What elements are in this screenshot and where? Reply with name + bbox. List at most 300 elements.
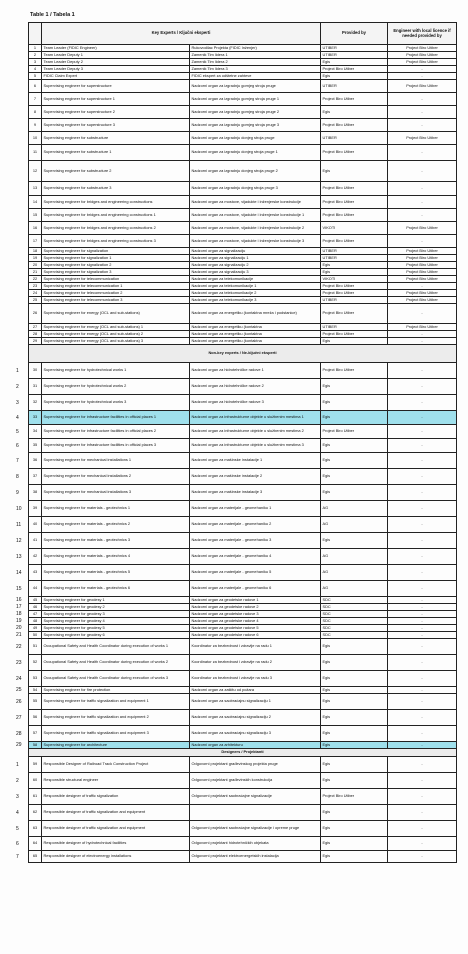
row-name-english: Supervising engineer for traffic signalization and equipment 2 bbox=[42, 710, 190, 726]
row-number: 33 bbox=[29, 411, 42, 425]
row-local-licence: - bbox=[388, 625, 457, 632]
table-row bbox=[29, 324, 457, 331]
row-local-licence: - bbox=[388, 549, 457, 565]
row-name-english: FIDIC Claim Expert bbox=[42, 73, 190, 80]
row-local-licence: - bbox=[388, 145, 457, 161]
row-name-serbian: Nadzorni organ za mašinske instalacije 2 bbox=[190, 469, 321, 485]
row-name-english: Supervising engineer for signalization 3 bbox=[42, 269, 190, 276]
row-provided-by: Project Biro Utiber bbox=[321, 182, 388, 196]
row-local-licence: Project Biro Utiber bbox=[388, 324, 457, 331]
row-provided-by: SDC bbox=[321, 625, 388, 632]
table-row bbox=[29, 93, 457, 106]
margin-number: 17 bbox=[16, 604, 22, 610]
row-number: 39 bbox=[29, 501, 42, 517]
row-name-serbian: Koordinator za bezbednost i zdravlje na radu 2 bbox=[190, 655, 321, 671]
table-row bbox=[29, 45, 457, 52]
row-local-licence: Project Biro Utiber bbox=[388, 248, 457, 255]
row-provided-by: Egis bbox=[321, 671, 388, 687]
row-local-licence: - bbox=[388, 379, 457, 395]
margin-number: 5 bbox=[16, 428, 19, 435]
row-number: 31 bbox=[29, 379, 42, 395]
row-number: 19 bbox=[29, 255, 42, 262]
table-row bbox=[29, 837, 457, 851]
row-provided-by: Project Biro Utiber bbox=[321, 145, 388, 161]
row-name-english: Supervising engineer for substructure 1 bbox=[42, 145, 190, 161]
row-name-serbian: Odgovorni projektant saobraćajne signalizacije i opreme pruge bbox=[190, 821, 321, 837]
row-local-licence: - bbox=[388, 338, 457, 345]
row-number: 11 bbox=[29, 145, 42, 161]
row-name-english: Supervising engineer for bridges and engineering constructions bbox=[42, 196, 190, 209]
margin-number: 24 bbox=[16, 675, 22, 682]
row-number: 30 bbox=[29, 363, 42, 379]
row-name-english: Supervising engineer for telecommunication bbox=[42, 276, 190, 283]
row-provided-by: SDC bbox=[321, 632, 388, 639]
row-name-english: Supervising engineer for infrastructure facilities in official places 3 bbox=[42, 439, 190, 453]
table-row bbox=[29, 66, 457, 73]
table-row bbox=[29, 411, 457, 425]
row-name-serbian: Nadzorni organ za arhitekturu bbox=[190, 742, 321, 749]
row-provided-by: UTIBER bbox=[321, 248, 388, 255]
row-provided-by: SDC bbox=[321, 604, 388, 611]
row-name-serbian: Nadzorni organ za zaštitu od požara bbox=[190, 687, 321, 694]
table-row bbox=[29, 80, 457, 93]
row-provided-by: Project Biro Utiber bbox=[321, 66, 388, 73]
row-name-english: Supervising engineer for energy (OCL and sub-stations) 2 bbox=[42, 331, 190, 338]
row-provided-by: Egis bbox=[321, 837, 388, 851]
row-provided-by: Egis bbox=[321, 710, 388, 726]
row-provided-by: UTIBER bbox=[321, 45, 388, 52]
row-local-licence: Project Biro Utiber bbox=[388, 52, 457, 59]
table-row bbox=[29, 821, 457, 837]
row-provided-by: Project Biro Utiber bbox=[321, 209, 388, 222]
margin-number: 13 bbox=[16, 553, 22, 560]
row-name-english: Supervising engineer for geodesy 5 bbox=[42, 625, 190, 632]
row-name-english: Supervising engineer for materials - geotechnics 1 bbox=[42, 501, 190, 517]
row-local-licence: - bbox=[388, 611, 457, 618]
row-name-english: Supervising engineer for materials - geotechnics 6 bbox=[42, 581, 190, 597]
row-local-licence: Project Biro Utiber bbox=[388, 80, 457, 93]
row-local-licence: - bbox=[388, 469, 457, 485]
row-number: 37 bbox=[29, 469, 42, 485]
row-number: 28 bbox=[29, 331, 42, 338]
row-number: 58 bbox=[29, 742, 42, 749]
row-number: 60 bbox=[29, 773, 42, 789]
margin-number: 4 bbox=[16, 809, 19, 816]
row-name-serbian: Odgovorni projektant građevinskog projekta pruge bbox=[190, 757, 321, 773]
row-name-serbian: Nadzorni organ za geodetske radove 3 bbox=[190, 611, 321, 618]
row-number: 34 bbox=[29, 425, 42, 439]
margin-number: 3 bbox=[16, 399, 19, 406]
margin-number: 12 bbox=[16, 537, 22, 544]
row-provided-by: UTIBER bbox=[321, 324, 388, 331]
row-number: 26 bbox=[29, 304, 42, 324]
table-row bbox=[29, 618, 457, 625]
table-row bbox=[29, 469, 457, 485]
section-label: Non-key experts / Ne-ključni eksperti bbox=[29, 345, 457, 363]
row-provided-by: Egis bbox=[321, 411, 388, 425]
row-number: 63 bbox=[29, 821, 42, 837]
row-number: 2 bbox=[29, 52, 42, 59]
row-provided-by: Egis bbox=[321, 533, 388, 549]
row-number: 40 bbox=[29, 517, 42, 533]
row-provided-by: Egis bbox=[321, 694, 388, 710]
row-number: 35 bbox=[29, 439, 42, 453]
row-name-english: Supervising engineer for traffic signalization and equipment 3 bbox=[42, 726, 190, 742]
row-name-serbian: Nadzorni organ za energetiku (kontaktna bbox=[190, 331, 321, 338]
row-name-english: Supervising engineer for telecommunication 1 bbox=[42, 283, 190, 290]
row-local-licence: Project Biro Utiber bbox=[388, 132, 457, 145]
table-body bbox=[29, 45, 457, 863]
row-local-licence: Project Biro Utiber bbox=[388, 255, 457, 262]
row-provided-by: Project Biro Utiber bbox=[321, 196, 388, 209]
row-local-licence: - bbox=[388, 671, 457, 687]
row-provided-by: Egis bbox=[321, 59, 388, 66]
row-number: 9 bbox=[29, 119, 42, 132]
table-row bbox=[29, 255, 457, 262]
table-row bbox=[29, 262, 457, 269]
row-name-serbian: Nadzorni organ za materijale - geomehaniku 5 bbox=[190, 565, 321, 581]
row-local-licence: - bbox=[388, 805, 457, 821]
row-number: 53 bbox=[29, 671, 42, 687]
row-name-english: Responsible designer of traffic signalization and equipment bbox=[42, 805, 190, 821]
row-name-english: Supervising engineer for infrastructure facilities in official places 1 bbox=[42, 411, 190, 425]
row-provided-by: Egis bbox=[321, 379, 388, 395]
row-name-english: Supervising engineer for hydrotechnical works 3 bbox=[42, 395, 190, 411]
row-provided-by: SDC bbox=[321, 618, 388, 625]
row-name-serbian: Odgovorni projektant saobraćajne signalizacije bbox=[190, 789, 321, 805]
row-name-english: Responsible designer of traffic signalization bbox=[42, 789, 190, 805]
table-row bbox=[29, 73, 457, 80]
margin-number: 27 bbox=[16, 714, 22, 721]
row-local-licence: - bbox=[388, 837, 457, 851]
row-name-serbian: Nadzorni organ za izgradnju donjeg stroja pruge bbox=[190, 132, 321, 145]
row-local-licence: - bbox=[388, 742, 457, 749]
table-row bbox=[29, 565, 457, 581]
table-row bbox=[29, 517, 457, 533]
table-row bbox=[29, 248, 457, 255]
row-name-serbian: Nadzorni organ za mašinske instalacije 1 bbox=[190, 453, 321, 469]
row-name-serbian: Nadzorni organ za materijale - geomehaniku 2 bbox=[190, 517, 321, 533]
margin-number: 1 bbox=[16, 367, 19, 374]
margin-number: 19 bbox=[16, 618, 22, 624]
row-name-english: Supervising engineer for traffic signalization and equipment 1 bbox=[42, 694, 190, 710]
table-row bbox=[29, 59, 457, 66]
row-local-licence: - bbox=[388, 604, 457, 611]
row-provided-by: UTIBER bbox=[321, 80, 388, 93]
row-local-licence: - bbox=[388, 453, 457, 469]
row-name-serbian: Nadzorni organ za mostove, vijadukte i inženjerske konstrukcije 1 bbox=[190, 209, 321, 222]
margin-number: 1 bbox=[16, 761, 19, 768]
row-local-licence: - bbox=[388, 425, 457, 439]
table-row bbox=[29, 182, 457, 196]
row-name-serbian: Koordinator za bezbednost i zdravlje na radu 3 bbox=[190, 671, 321, 687]
table-row bbox=[29, 805, 457, 821]
margin-number: 7 bbox=[16, 853, 19, 860]
margin-number: 23 bbox=[16, 659, 22, 666]
row-name-serbian: Nadzorni organ za mostove, vijadukte i inženjerske konstrukcije 2 bbox=[190, 222, 321, 235]
row-provided-by: UTIBER bbox=[321, 297, 388, 304]
row-name-english: Occupational Safety and Health Coordinator during execution of works 1 bbox=[42, 639, 190, 655]
row-name-english: Supervising engineer for signalization 2 bbox=[42, 262, 190, 269]
row-name-english: Supervising engineer for infrastructure facilities in official places 2 bbox=[42, 425, 190, 439]
row-provided-by: AG bbox=[321, 581, 388, 597]
table-row bbox=[29, 304, 457, 324]
row-provided-by: UTIBER bbox=[321, 255, 388, 262]
row-number: 7 bbox=[29, 93, 42, 106]
table-row bbox=[29, 501, 457, 517]
row-number: 65 bbox=[29, 851, 42, 863]
row-name-serbian: Odgovorni projektant građevinskih konstrukcija bbox=[190, 773, 321, 789]
row-name-serbian: Nadzorni organ za saobraćajnu signalizaciju 3 bbox=[190, 726, 321, 742]
row-name-english: Responsible designer of electroenergy installations bbox=[42, 851, 190, 863]
row-name-serbian: Nadzorni organ za izgradnju gornjeg stroja pruge 3 bbox=[190, 119, 321, 132]
row-number: 5 bbox=[29, 73, 42, 80]
margin-number: 26 bbox=[16, 698, 22, 705]
row-local-licence: - bbox=[388, 581, 457, 597]
margin-number: 20 bbox=[16, 625, 22, 631]
row-number: 12 bbox=[29, 161, 42, 182]
row-name-serbian: Nadzorni organ za infrastrukturne objekte u službenim mestima 3 bbox=[190, 439, 321, 453]
row-provided-by: Egis bbox=[321, 453, 388, 469]
row-provided-by: Project Biro Utiber bbox=[321, 290, 388, 297]
row-name-serbian: Nadzorni organ za izgradnju donjeg stroja pruge 1 bbox=[190, 145, 321, 161]
table-row bbox=[29, 726, 457, 742]
row-name-english: Supervising engineer for geodesy 6 bbox=[42, 632, 190, 639]
table-row bbox=[29, 269, 457, 276]
row-name-english: Supervising engineer for energy (OCL and sub-stations) 1 bbox=[42, 324, 190, 331]
row-name-serbian: Rukovodilac Projekta (FIDIC Inženjer) bbox=[190, 45, 321, 52]
row-name-english: Responsible structural engineer bbox=[42, 773, 190, 789]
row-name-english: Team Leader (FIDIC Engineer) bbox=[42, 45, 190, 52]
row-number: 42 bbox=[29, 549, 42, 565]
row-provided-by: Egis bbox=[321, 269, 388, 276]
row-local-licence: - bbox=[388, 485, 457, 501]
row-number: 43 bbox=[29, 565, 42, 581]
row-name-english: Supervising engineer for telecommunication 2 bbox=[42, 290, 190, 297]
margin-number: 5 bbox=[16, 825, 19, 832]
row-number: 15 bbox=[29, 209, 42, 222]
row-name-english: Supervising engineer for bridges and engineering constructions 1 bbox=[42, 209, 190, 222]
row-name-serbian: Nadzorni organ za energetiku (kontaktna bbox=[190, 324, 321, 331]
table-row bbox=[29, 687, 457, 694]
row-name-serbian: Nadzorni organ za izgradnju donjeg stroja pruge 2 bbox=[190, 161, 321, 182]
row-local-licence: - bbox=[388, 710, 457, 726]
row-name-english: Supervising engineer for energy (OCL and sub-stations) 3 bbox=[42, 338, 190, 345]
row-local-licence: - bbox=[388, 161, 457, 182]
row-name-serbian: Nadzorni organ za hidrotehničke radove 3 bbox=[190, 395, 321, 411]
row-name-serbian: Zamenik Tim lidera 3 bbox=[190, 66, 321, 73]
table-row bbox=[29, 331, 457, 338]
row-local-licence: - bbox=[388, 73, 457, 80]
margin-number: 2 bbox=[16, 383, 19, 390]
table-row bbox=[29, 290, 457, 297]
row-name-serbian: Nadzorni organ za hidrotehničke radove 1 bbox=[190, 363, 321, 379]
table-row bbox=[29, 196, 457, 209]
row-number: 3 bbox=[29, 59, 42, 66]
table-row bbox=[29, 161, 457, 182]
row-local-licence: - bbox=[388, 851, 457, 863]
row-name-english: Supervising engineer for signalization 1 bbox=[42, 255, 190, 262]
row-local-licence: - bbox=[388, 632, 457, 639]
row-name-english: Supervising engineer for materials - geotechnics 2 bbox=[42, 517, 190, 533]
row-number: 21 bbox=[29, 269, 42, 276]
table-row bbox=[29, 611, 457, 618]
table-row bbox=[29, 119, 457, 132]
table-row bbox=[29, 533, 457, 549]
row-provided-by: Egis bbox=[321, 655, 388, 671]
row-name-serbian: Nadzorni organ za geodetske radove 5 bbox=[190, 625, 321, 632]
row-provided-by: AG bbox=[321, 565, 388, 581]
row-name-serbian: Nadzorni organ za signalizaciju 3 bbox=[190, 269, 321, 276]
row-number: 47 bbox=[29, 611, 42, 618]
header-name: Key Experts / Ključni eksperti bbox=[42, 23, 321, 45]
row-name-serbian: Nadzorni organ za materijale - geomehaniku 3 bbox=[190, 533, 321, 549]
row-local-licence: Project Biro Utiber bbox=[388, 269, 457, 276]
row-local-licence: - bbox=[388, 119, 457, 132]
row-local-licence: Project Biro Utiber bbox=[388, 290, 457, 297]
row-provided-by: Project Biro Utiber bbox=[321, 789, 388, 805]
row-name-english: Supervising engineer for hydrotechnical works 2 bbox=[42, 379, 190, 395]
row-provided-by: Egis bbox=[321, 742, 388, 749]
row-local-licence: - bbox=[388, 773, 457, 789]
row-name-serbian: Nadzorni organ za energetiku (kontaktna mreža i podstanice) bbox=[190, 304, 321, 324]
row-number: 18 bbox=[29, 248, 42, 255]
row-name-english: Responsible designer of hydrotechnical facilities bbox=[42, 837, 190, 851]
table-row bbox=[29, 549, 457, 565]
row-name-serbian: Odgovorni projektant hidrotehničkih objekata bbox=[190, 837, 321, 851]
margin-number: 8 bbox=[16, 473, 19, 480]
margin-number: 21 bbox=[16, 632, 22, 638]
row-provided-by: SDC bbox=[321, 611, 388, 618]
row-local-licence: - bbox=[388, 182, 457, 196]
row-number: 25 bbox=[29, 297, 42, 304]
row-name-serbian: Nadzorni organ za saobraćajnu signalizaciju 2 bbox=[190, 710, 321, 726]
row-name-english: Supervising engineer for materials - geotechnics 3 bbox=[42, 533, 190, 549]
table-row bbox=[29, 132, 457, 145]
row-local-licence: - bbox=[388, 93, 457, 106]
row-local-licence: - bbox=[388, 331, 457, 338]
row-provided-by: Egis bbox=[321, 851, 388, 863]
row-number: 59 bbox=[29, 757, 42, 773]
margin-number: 14 bbox=[16, 569, 22, 576]
row-local-licence: - bbox=[388, 597, 457, 604]
section-row bbox=[29, 749, 457, 757]
row-number: 22 bbox=[29, 276, 42, 283]
row-name-english: Supervising engineer for substructure bbox=[42, 132, 190, 145]
row-local-licence: - bbox=[388, 439, 457, 453]
row-name-serbian: Nadzorni organ za geodetske radove 6 bbox=[190, 632, 321, 639]
row-name-serbian: Nadzorni organ za telekomunikacije 3 bbox=[190, 297, 321, 304]
table-row bbox=[29, 671, 457, 687]
row-local-licence: - bbox=[388, 687, 457, 694]
row-name-serbian: Nadzorni organ za izgradnju gornjeg stroja pruge bbox=[190, 80, 321, 93]
row-name-english: Supervising engineer for superstructure bbox=[42, 80, 190, 93]
row-number: 27 bbox=[29, 324, 42, 331]
table-row bbox=[29, 851, 457, 863]
row-provided-by: Egis bbox=[321, 773, 388, 789]
row-local-licence: - bbox=[388, 66, 457, 73]
row-name-serbian: Zamenik Tim lidera 1 bbox=[190, 52, 321, 59]
row-name-serbian: Nadzorni organ za geodetske radove 4 bbox=[190, 618, 321, 625]
row-local-licence: - bbox=[388, 517, 457, 533]
table-row bbox=[29, 209, 457, 222]
row-name-english: Occupational Safety and Health Coordinator during execution of works 2 bbox=[42, 655, 190, 671]
row-provided-by: Project Biro Utiber bbox=[321, 425, 388, 439]
row-name-serbian: Nadzorni organ za mostove, vijadukte i inženjerske konstrukcije 3 bbox=[190, 235, 321, 248]
row-local-licence: - bbox=[388, 618, 457, 625]
margin-number: 3 bbox=[16, 793, 19, 800]
table-row bbox=[29, 222, 457, 235]
margin-number: 15 bbox=[16, 585, 22, 592]
row-local-licence: - bbox=[388, 235, 457, 248]
row-provided-by: UTIBER bbox=[321, 52, 388, 59]
row-local-licence: - bbox=[388, 283, 457, 290]
row-name-english: Occupational Safety and Health Coordinator during execution of works 3 bbox=[42, 671, 190, 687]
row-name-serbian: Nadzorni organ za infrastrukturne objekte u službenim mestima 2 bbox=[190, 425, 321, 439]
row-name-english: Supervising engineer for mechanical installations 2 bbox=[42, 469, 190, 485]
row-name-serbian bbox=[190, 805, 321, 821]
row-local-licence: - bbox=[388, 395, 457, 411]
row-provided-by: UTIBER bbox=[321, 132, 388, 145]
table-row bbox=[29, 453, 457, 469]
row-number: 32 bbox=[29, 395, 42, 411]
table-row bbox=[29, 439, 457, 453]
row-number: 29 bbox=[29, 338, 42, 345]
row-provided-by: Project Biro Utiber bbox=[321, 283, 388, 290]
header-provided-by: Provided by bbox=[321, 23, 388, 45]
experts-table bbox=[28, 22, 457, 863]
row-provided-by: Egis bbox=[321, 262, 388, 269]
table-row bbox=[29, 604, 457, 611]
row-name-english: Team Leader Deputy 2 bbox=[42, 59, 190, 66]
row-name-serbian: Nadzorni organ za materijale - geomehaniku 6 bbox=[190, 581, 321, 597]
table-row bbox=[29, 52, 457, 59]
row-number: 52 bbox=[29, 655, 42, 671]
row-local-licence: - bbox=[388, 106, 457, 119]
row-local-licence: - bbox=[388, 726, 457, 742]
row-number: 44 bbox=[29, 581, 42, 597]
row-number: 41 bbox=[29, 533, 42, 549]
row-number: 45 bbox=[29, 597, 42, 604]
row-local-licence: - bbox=[388, 789, 457, 805]
row-name-serbian: Nadzorni organ za materijale - geomehaniku 4 bbox=[190, 549, 321, 565]
row-name-serbian: Nadzorni organ za telekomunikacije bbox=[190, 276, 321, 283]
row-number: 55 bbox=[29, 694, 42, 710]
table-row bbox=[29, 235, 457, 248]
row-provided-by: Egis bbox=[321, 439, 388, 453]
row-provided-by: Egis bbox=[321, 805, 388, 821]
margin-number: 7 bbox=[16, 457, 19, 464]
row-number: 6 bbox=[29, 80, 42, 93]
row-local-licence: - bbox=[388, 533, 457, 549]
row-name-english: Supervising engineer for bridges and engineering constructions 3 bbox=[42, 235, 190, 248]
row-name-english: Supervising engineer for geodesy 2 bbox=[42, 604, 190, 611]
row-provided-by: Egis bbox=[321, 106, 388, 119]
row-provided-by: Egis bbox=[321, 161, 388, 182]
row-local-licence: - bbox=[388, 209, 457, 222]
table-row bbox=[29, 773, 457, 789]
row-local-licence: - bbox=[388, 565, 457, 581]
row-name-serbian: Nadzorni organ za mašinske instalacije 3 bbox=[190, 485, 321, 501]
table-row bbox=[29, 625, 457, 632]
row-provided-by: AG bbox=[321, 549, 388, 565]
row-number: 62 bbox=[29, 805, 42, 821]
table-row bbox=[29, 283, 457, 290]
row-provided-by: Egis bbox=[321, 726, 388, 742]
row-local-licence: - bbox=[388, 363, 457, 379]
row-name-serbian: Nadzorni organ za geodetske radove 2 bbox=[190, 604, 321, 611]
row-local-licence: - bbox=[388, 821, 457, 837]
